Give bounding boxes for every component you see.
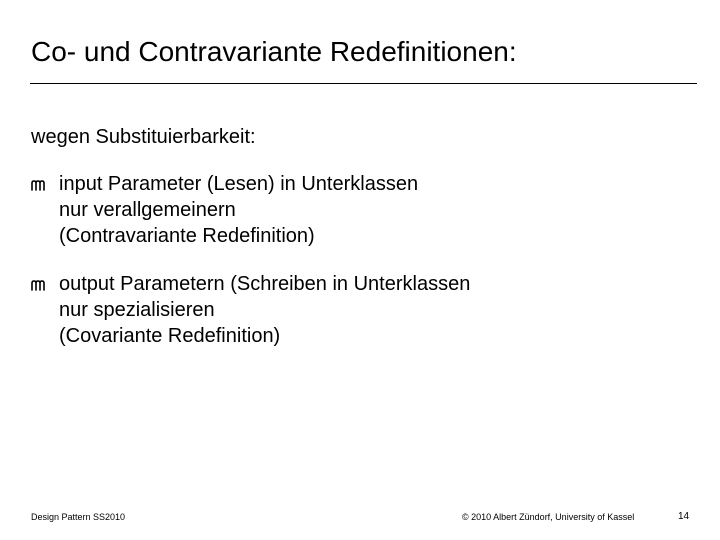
intro-text: wegen Substituierbarkeit: <box>31 126 256 148</box>
bullet-line: nur spezialisieren <box>59 299 215 321</box>
footer-course: Design Pattern SS2010 <box>31 512 126 522</box>
bullet-item-1 <box>31 171 671 249</box>
m-bullet-icon <box>31 279 45 291</box>
footer-copyright: © 2010 Albert Zündorf, University of Kassel <box>462 512 635 522</box>
m-bullet-icon <box>31 179 45 191</box>
bullet-line: nur verallgemeinern <box>59 199 236 221</box>
bullet-line: (Covariante Redefinition) <box>59 325 281 347</box>
bullet-line: output Parametern (Schreiben in Unterklassen <box>59 273 471 295</box>
title-divider <box>30 83 697 84</box>
slide-title: Co- und Contravariante Redefinitionen: <box>31 36 517 67</box>
bullet-line: (Contravariante Redefinition) <box>59 225 315 247</box>
bullet-text <box>59 271 671 349</box>
bullet-line: input Parameter (Lesen) in Unterklassen <box>59 173 419 195</box>
bullet-text <box>59 171 671 249</box>
bullet-item-2 <box>31 271 671 349</box>
bullet-list <box>31 171 671 371</box>
page-number: 14 <box>678 511 690 522</box>
